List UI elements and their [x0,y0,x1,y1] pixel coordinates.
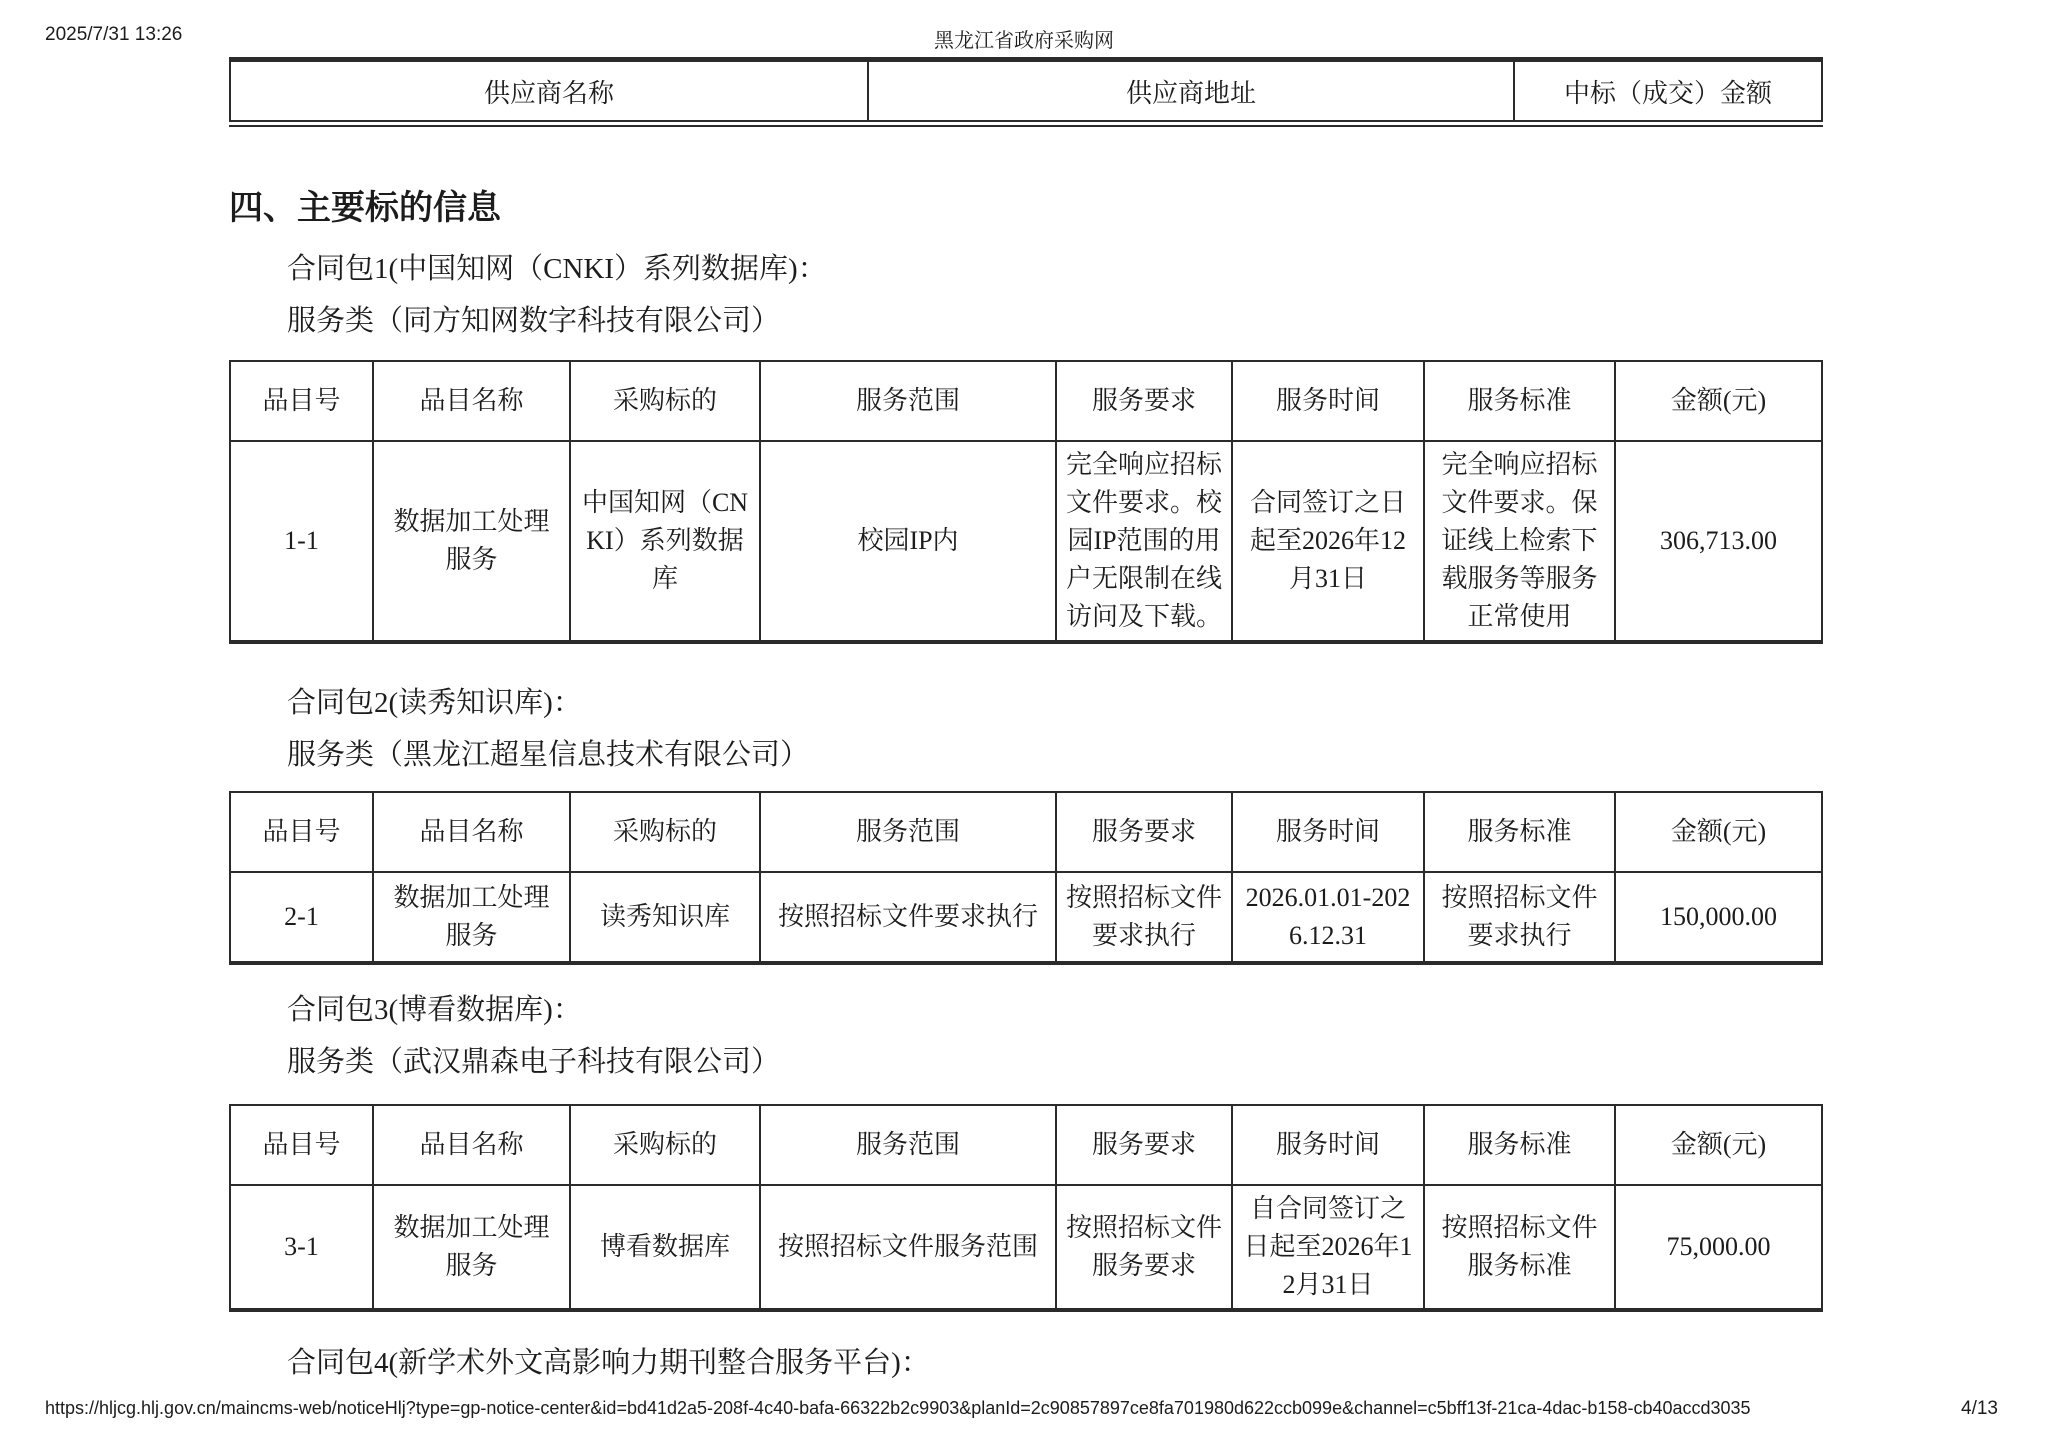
supplier-table-header-row [230,60,1822,124]
cell-subject: 中国知网（CNKI）系列数据库 [570,441,760,642]
package-4-title: 合同包4(新学术外文高影响力期刊整合服务平台)： [287,1347,930,1379]
print-site-title: 黑龙江省政府采购网 [934,30,1114,52]
col-amount: 金额(元) [1615,1105,1822,1185]
col-service-time: 服务时间 [1232,1105,1424,1185]
cell-service-time: 合同签订之日起至2026年12月31日 [1232,441,1424,642]
cell-item-no: 1-1 [230,441,373,642]
cell-service-scope: 校园IP内 [760,441,1056,642]
print-footer-url: https://hljcg.hlj.gov.cn/maincms-web/noticeHlj?type=gp-notice-center&id=bd41d2a5-208f-4c40-bafa-66322b2c9903&planId=2c90857897ce8fa701980d622ccb099e&channel=c5bff13f-21ca-4dac-b158-cb40accd3035 [45,1398,1751,1418]
print-footer-page-number: 4/13 [1961,1398,1998,1419]
col-subject: 采购标的 [570,1105,760,1185]
col-service-scope: 服务范围 [760,1105,1056,1185]
cell-service-time: 2026.01.01-2026.12.31 [1232,872,1424,963]
col-service-scope: 服务范围 [760,361,1056,441]
cell-amount: 75,000.00 [1615,1185,1822,1310]
items-table-data-row [230,1185,1822,1310]
cell-item-name: 数据加工处理服务 [373,872,570,963]
col-service-requirement: 服务要求 [1056,1105,1232,1185]
col-amount: 金额(元) [1615,792,1822,872]
col-subject: 采购标的 [570,361,760,441]
items-table-header-row [230,792,1822,872]
cell-service-requirement: 完全响应招标文件要求。校园IP范围的用户无限制在线访问及下载。 [1056,441,1232,642]
section-heading: 四、主要标的信息 [229,190,501,227]
col-item-name: 品目名称 [373,361,570,441]
cell-service-standard: 按照招标文件要求执行 [1424,872,1615,963]
cell-item-name: 数据加工处理服务 [373,441,570,642]
items-table-data-row [230,872,1822,963]
cell-service-requirement: 按照招标文件要求执行 [1056,872,1232,963]
cell-service-scope: 按照招标文件服务范围 [760,1185,1056,1310]
items-table-header-row [230,361,1822,441]
col-item-no: 品目号 [230,1105,373,1185]
col-service-requirement: 服务要求 [1056,792,1232,872]
cell-item-no: 3-1 [230,1185,373,1310]
supplier-table [229,57,1823,127]
cell-subject: 博看数据库 [570,1185,760,1310]
package-1-items-table [229,360,1823,644]
items-table-header-row [230,1105,1822,1185]
print-timestamp: 2025/7/31 13:26 [45,24,183,45]
cell-item-no: 2-1 [230,872,373,963]
cell-subject: 读秀知识库 [570,872,760,963]
items-table-data-row [230,441,1822,642]
package-3-title: 合同包3(博看数据库)： [287,994,582,1026]
cell-service-requirement: 按照招标文件服务要求 [1056,1185,1232,1310]
supplier-col-name: 供应商名称 [230,60,868,124]
col-item-no: 品目号 [230,361,373,441]
package-1-title: 合同包1(中国知网（CNKI）系列数据库)： [287,253,827,285]
cell-service-scope: 按照招标文件要求执行 [760,872,1056,963]
col-service-standard: 服务标准 [1424,1105,1615,1185]
cell-service-time: 自合同签订之日起至2026年12月31日 [1232,1185,1424,1310]
supplier-col-award-amount: 中标（成交）金额 [1514,60,1822,124]
col-item-name: 品目名称 [373,1105,570,1185]
col-service-time: 服务时间 [1232,361,1424,441]
col-item-no: 品目号 [230,792,373,872]
col-item-name: 品目名称 [373,792,570,872]
col-service-scope: 服务范围 [760,792,1056,872]
cell-service-standard: 完全响应招标文件要求。保证线上检索下载服务等服务正常使用 [1424,441,1615,642]
package-2-category: 服务类（黑龙江超星信息技术有限公司） [287,739,810,771]
package-2-items-table [229,791,1823,965]
cell-amount: 306,713.00 [1615,441,1822,642]
col-service-standard: 服务标准 [1424,792,1615,872]
cell-amount: 150,000.00 [1615,872,1822,963]
col-service-requirement: 服务要求 [1056,361,1232,441]
col-amount: 金额(元) [1615,361,1822,441]
package-1-category: 服务类（同方知网数字科技有限公司） [287,305,781,337]
col-service-standard: 服务标准 [1424,361,1615,441]
cell-service-standard: 按照招标文件服务标准 [1424,1185,1615,1310]
col-subject: 采购标的 [570,792,760,872]
cell-item-name: 数据加工处理服务 [373,1185,570,1310]
package-2-title: 合同包2(读秀知识库)： [287,687,582,719]
package-3-category: 服务类（武汉鼎森电子科技有限公司） [287,1046,781,1078]
supplier-col-address: 供应商地址 [868,60,1514,124]
package-3-items-table [229,1104,1823,1312]
col-service-time: 服务时间 [1232,792,1424,872]
